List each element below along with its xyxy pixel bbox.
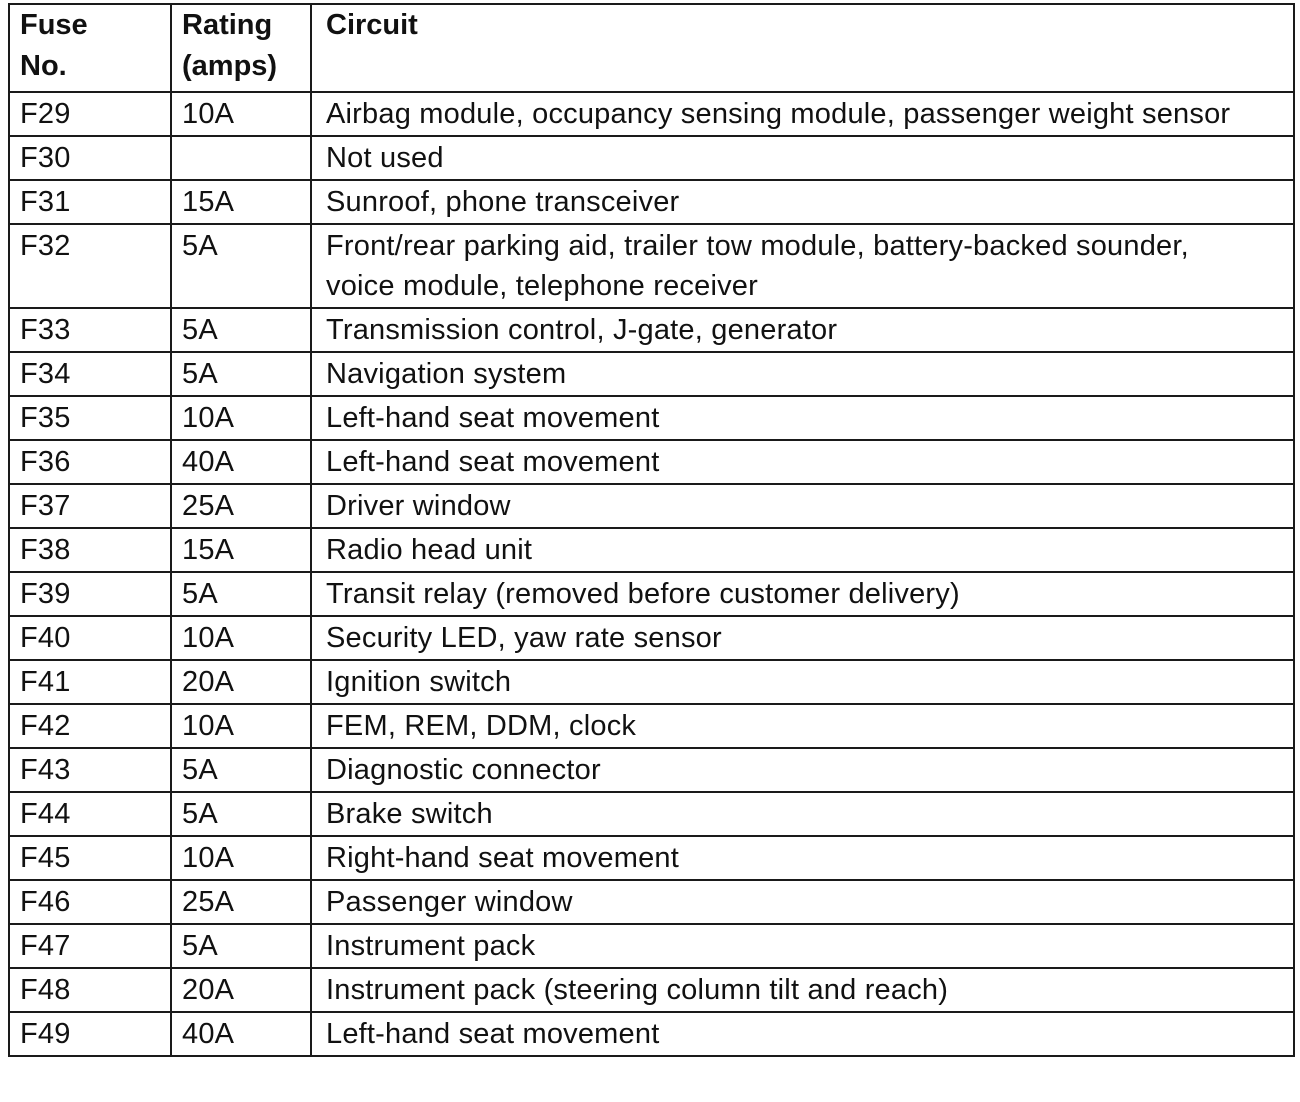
circuit-cell: Front/rear parking aid, trailer tow module, battery-backed sounder, voice module, telephone receiver (311, 224, 1294, 308)
rating-cell: 5A (171, 792, 311, 836)
rating-cell: 20A (171, 660, 311, 704)
table-row (9, 704, 1294, 748)
fuse-number-cell: F46 (9, 880, 171, 924)
table-row (9, 616, 1294, 660)
rating-cell: 5A (171, 308, 311, 352)
circuit-cell: Left-hand seat movement (311, 396, 1294, 440)
rating-cell: 10A (171, 616, 311, 660)
table-row (9, 748, 1294, 792)
circuit-cell: Navigation system (311, 352, 1294, 396)
table-header (9, 4, 1294, 92)
circuit-cell: Not used (311, 136, 1294, 180)
fuse-number-cell: F43 (9, 748, 171, 792)
table-row (9, 224, 1294, 308)
circuit-cell: Sunroof, phone transceiver (311, 180, 1294, 224)
circuit-cell: Transit relay (removed before customer delivery) (311, 572, 1294, 616)
fuse-table (8, 3, 1295, 1057)
table-body (9, 92, 1294, 1056)
fuse-number-cell: F33 (9, 308, 171, 352)
fuse-number-cell: F31 (9, 180, 171, 224)
circuit-cell: Passenger window (311, 880, 1294, 924)
rating-cell: 5A (171, 748, 311, 792)
fuse-number-cell: F45 (9, 836, 171, 880)
fuse-number-cell: F41 (9, 660, 171, 704)
rating-cell (171, 136, 311, 180)
fuse-number-cell: F48 (9, 968, 171, 1012)
rating-cell: 40A (171, 440, 311, 484)
table-row (9, 92, 1294, 136)
fuse-number-cell: F35 (9, 396, 171, 440)
rating-cell: 20A (171, 968, 311, 1012)
table-row (9, 396, 1294, 440)
table-row (9, 180, 1294, 224)
fuse-number-cell: F49 (9, 1012, 171, 1056)
rating-cell: 5A (171, 924, 311, 968)
circuit-cell: Diagnostic connector (311, 748, 1294, 792)
fuse-number-cell: F30 (9, 136, 171, 180)
fuse-number-cell: F32 (9, 224, 171, 308)
fuse-number-cell: F37 (9, 484, 171, 528)
header-row (9, 4, 1294, 92)
table-row (9, 572, 1294, 616)
fuse-number-cell: F47 (9, 924, 171, 968)
header-fuse-no: Fuse No. (9, 4, 171, 92)
circuit-cell: Radio head unit (311, 528, 1294, 572)
table-row (9, 528, 1294, 572)
rating-cell: 40A (171, 1012, 311, 1056)
rating-cell: 10A (171, 704, 311, 748)
circuit-cell: Airbag module, occupancy sensing module, passenger weight sensor (311, 92, 1294, 136)
table-row (9, 1012, 1294, 1056)
rating-cell: 25A (171, 880, 311, 924)
table-row (9, 484, 1294, 528)
circuit-cell: Instrument pack (311, 924, 1294, 968)
header-circuit: Circuit (311, 4, 1294, 92)
table-row (9, 880, 1294, 924)
table-row (9, 836, 1294, 880)
circuit-cell: Left-hand seat movement (311, 440, 1294, 484)
fuse-number-cell: F39 (9, 572, 171, 616)
rating-cell: 15A (171, 528, 311, 572)
table-row (9, 792, 1294, 836)
rating-cell: 10A (171, 836, 311, 880)
table-row (9, 968, 1294, 1012)
rating-cell: 25A (171, 484, 311, 528)
table-row (9, 440, 1294, 484)
rating-cell: 5A (171, 224, 311, 308)
rating-cell: 5A (171, 572, 311, 616)
rating-cell: 5A (171, 352, 311, 396)
fuse-number-cell: F38 (9, 528, 171, 572)
fuse-number-cell: F29 (9, 92, 171, 136)
circuit-cell: Driver window (311, 484, 1294, 528)
fuse-number-cell: F34 (9, 352, 171, 396)
table-row (9, 308, 1294, 352)
table-row (9, 924, 1294, 968)
circuit-cell: Transmission control, J-gate, generator (311, 308, 1294, 352)
table-row (9, 352, 1294, 396)
table-row (9, 660, 1294, 704)
circuit-cell: Instrument pack (steering column tilt and reach) (311, 968, 1294, 1012)
fuse-number-cell: F36 (9, 440, 171, 484)
circuit-cell: Ignition switch (311, 660, 1294, 704)
rating-cell: 10A (171, 92, 311, 136)
circuit-cell: Security LED, yaw rate sensor (311, 616, 1294, 660)
fuse-number-cell: F44 (9, 792, 171, 836)
circuit-cell: Brake switch (311, 792, 1294, 836)
circuit-cell: Left-hand seat movement (311, 1012, 1294, 1056)
header-rating: Rating (amps) (171, 4, 311, 92)
rating-cell: 15A (171, 180, 311, 224)
fuse-number-cell: F40 (9, 616, 171, 660)
table-row (9, 136, 1294, 180)
circuit-cell: FEM, REM, DDM, clock (311, 704, 1294, 748)
circuit-cell: Right-hand seat movement (311, 836, 1294, 880)
fuse-number-cell: F42 (9, 704, 171, 748)
rating-cell: 10A (171, 396, 311, 440)
